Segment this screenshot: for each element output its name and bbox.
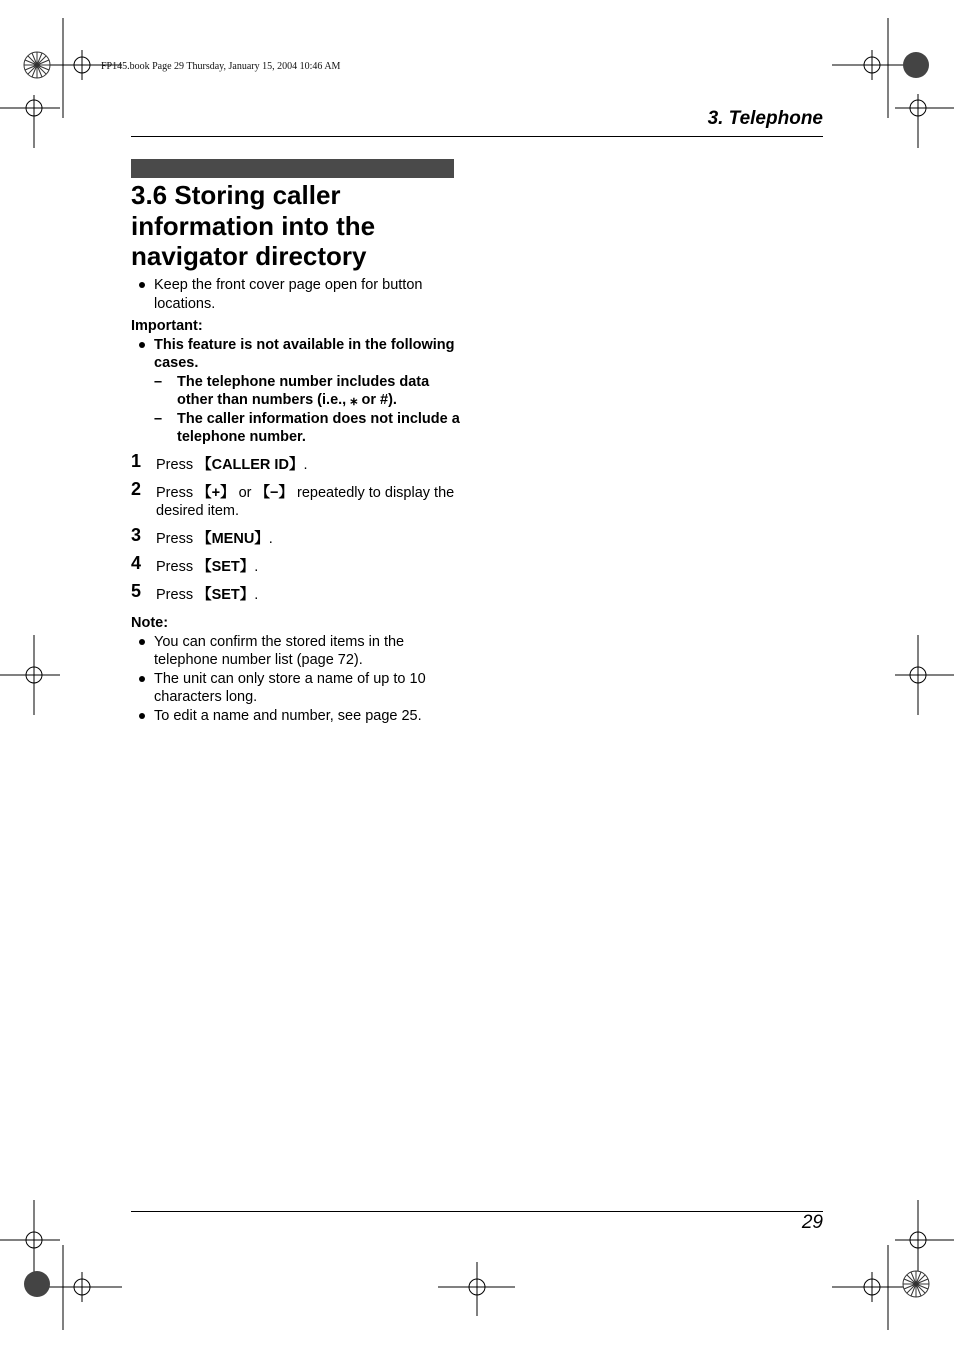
- bracket-open: 【: [197, 531, 212, 547]
- bracket-open: 【: [197, 559, 212, 575]
- bracket-open: 【: [197, 587, 212, 603]
- footer-rule: [131, 1211, 823, 1212]
- dash-text: or #).: [357, 392, 397, 408]
- important-dash-item: [131, 373, 461, 410]
- section-bar: [131, 159, 454, 178]
- step-number: 5: [131, 581, 142, 601]
- section-title: [131, 180, 461, 272]
- step-text: .: [268, 531, 273, 547]
- caller-id-key: CALLER ID: [211, 456, 289, 473]
- section-title-line: 3.6 Storing caller: [131, 180, 341, 210]
- step-text: or: [234, 484, 256, 501]
- page-number: 29: [801, 1212, 823, 1233]
- chapter-header: 3. Telephone: [707, 108, 823, 129]
- set-key: SET: [211, 587, 240, 603]
- note-bullet: To edit a name and number, see page 25.: [131, 707, 461, 726]
- bracket-close: 】: [220, 484, 235, 501]
- step-text: Press: [156, 587, 198, 603]
- step: [131, 525, 461, 549]
- steps-list: [131, 450, 461, 605]
- bracket-close: 】: [278, 484, 293, 501]
- step-text: repeatedly to display the desired item.: [156, 484, 455, 519]
- step-text: .: [254, 559, 259, 575]
- bracket-close: 】: [239, 559, 255, 575]
- bracket-close: 】: [239, 587, 255, 603]
- step-text: .: [303, 456, 308, 473]
- important-dash-item: [131, 410, 461, 447]
- step: [131, 581, 461, 605]
- step-number: 4: [131, 553, 142, 573]
- dash-mark: –: [154, 373, 163, 390]
- important-bullet: This feature is not available in the following cases.: [131, 336, 461, 373]
- set-key: SET: [211, 559, 240, 575]
- bracket-open: 【: [197, 456, 212, 473]
- bracket-close: 】: [254, 531, 269, 547]
- section-title-line: navigator directory: [131, 241, 367, 271]
- main-column: [131, 276, 461, 725]
- note-bullet: The unit can only store a name of up to 10 characters long.: [131, 670, 461, 707]
- bracket-open: 【: [255, 484, 271, 501]
- step-text: Press: [156, 559, 198, 575]
- plus-key-icon: +: [211, 484, 221, 501]
- step-text: Press: [156, 456, 198, 473]
- menu-key: MENU: [211, 531, 255, 547]
- important-label: Important:: [131, 318, 203, 334]
- section-title-line: information into the: [131, 210, 376, 241]
- star-icon: ⁎: [350, 392, 358, 408]
- bracket-close: 】: [288, 456, 304, 473]
- step: [131, 450, 461, 475]
- minus-key-icon: −: [270, 484, 279, 501]
- step-text: Press: [156, 531, 198, 547]
- note-bullet: You can confirm the stored items in the telephone number list (page 72).: [131, 633, 461, 670]
- dash-mark: –: [154, 410, 163, 427]
- header-rule: [131, 136, 823, 137]
- dash-text: The caller information does not include a telephone number.: [177, 410, 460, 445]
- step-number: 2: [131, 478, 142, 499]
- bracket-open: 【: [197, 484, 212, 501]
- step: [131, 553, 461, 577]
- print-info: FP145.book Page 29 Thursday, January 15, 2004 10:46 AM: [101, 61, 341, 72]
- note-label: Note:: [131, 615, 169, 631]
- step-text: .: [254, 587, 259, 603]
- step-text: Press: [156, 484, 198, 501]
- dash-text: The telephone number includes data other than numbers (i.e.,: [177, 373, 430, 408]
- intro-bullet: Keep the front cover page open for button locations.: [131, 276, 461, 313]
- step: [131, 478, 461, 521]
- step-number: 1: [131, 450, 142, 471]
- step-number: 3: [131, 525, 142, 545]
